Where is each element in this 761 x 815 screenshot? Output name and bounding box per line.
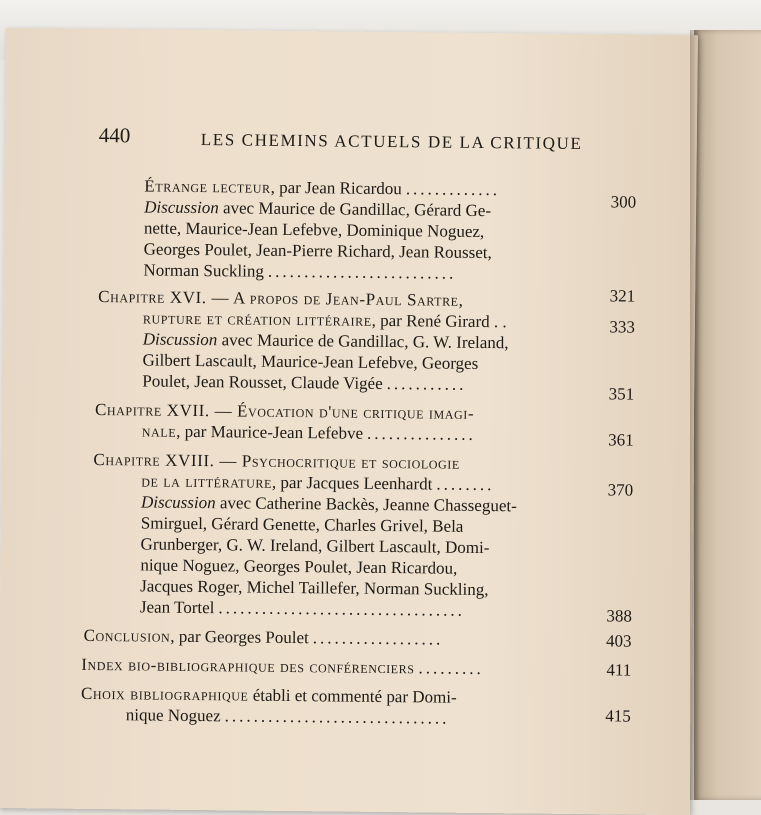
entry-title: Index bio-bibliographique des conférenciers bbox=[81, 654, 415, 678]
toc-text bbox=[84, 625, 444, 650]
page-number: 440 bbox=[98, 122, 131, 148]
page-ref: 403 bbox=[606, 631, 632, 651]
toc-text bbox=[142, 370, 466, 394]
entry-title: de la littérature bbox=[141, 471, 273, 492]
dot-leader: ........... bbox=[386, 374, 467, 394]
dot-leader: ............. bbox=[405, 179, 501, 200]
page-content bbox=[0, 28, 698, 815]
entry-author: , par Maurice-Jean Lefebve bbox=[176, 421, 364, 443]
discussion-label: Discussion bbox=[140, 492, 216, 513]
discussion-participants: Gilbert Lascault, Maurice-Jean Lefebve, Georges bbox=[142, 350, 479, 373]
page-ref: 300 bbox=[610, 192, 637, 212]
chapter-heading: Chapitre XVIII. — Psychocritique et sociologie bbox=[93, 449, 460, 473]
dot-leader: .......................... bbox=[267, 261, 457, 283]
toc-text bbox=[81, 654, 484, 679]
dot-leader: ............................... bbox=[224, 706, 450, 728]
page-ref: 411 bbox=[606, 660, 632, 680]
toc-line bbox=[0, 653, 691, 681]
entry-title: Conclusion bbox=[83, 625, 171, 646]
discussion-participants: Georges Poulet, Jean-Pierre Richard, Jean Rousset, bbox=[143, 239, 492, 263]
dot-leader: .................. bbox=[312, 628, 444, 649]
entry-author: , par Georges Poulet bbox=[170, 626, 309, 648]
book-page bbox=[0, 28, 698, 815]
discussion-participants: Norman Suckling bbox=[143, 260, 264, 281]
discussion-participants: Grunberger, G. W. Ireland, Gilbert Lascault, Domi- bbox=[140, 534, 490, 558]
dot-leader: ........ bbox=[436, 474, 495, 495]
entry-author: établi et commenté par Domi- bbox=[248, 685, 457, 707]
entry-title: rupture et création littéraire bbox=[142, 308, 372, 330]
discussion-participants: nette, Maurice-Jean Lefebve, Dominique Noguez, bbox=[143, 218, 485, 242]
discussion-participants: Poulet, Jean Rousset, Claude Vigée bbox=[142, 371, 383, 393]
entry-author: , par René Girard . . bbox=[371, 310, 507, 332]
page-ref: 388 bbox=[606, 606, 632, 626]
discussion-label: Discussion bbox=[144, 197, 219, 218]
chapter-heading: Chapitre XVI. — A propos de Jean-Paul Sartre, bbox=[98, 286, 464, 310]
entry-author: , par Jacques Leenhardt bbox=[271, 472, 433, 494]
toc-text bbox=[142, 420, 476, 444]
discussion-participants: avec Maurice de Gandillac, Gérard Ge- bbox=[218, 198, 492, 221]
discussion-participants: Jacques Roger, Michel Taillefer, Norman Suckling, bbox=[140, 576, 489, 600]
entry-title: Étrange lecteur bbox=[144, 176, 271, 197]
entry-author: , par Jean Ricardou bbox=[270, 177, 402, 199]
dot-leader: .................................. bbox=[218, 598, 466, 620]
dot-leader: ......... bbox=[418, 658, 484, 679]
entry-author: nique Noguez bbox=[125, 705, 221, 726]
entry-title: nale bbox=[141, 421, 177, 441]
toc-text bbox=[143, 259, 456, 283]
toc-text bbox=[126, 704, 450, 728]
facing-page bbox=[694, 30, 761, 800]
page-ref: 351 bbox=[608, 384, 635, 404]
discussion-participants: Smirguel, Gérard Genette, Charles Grivel, Bela bbox=[140, 513, 464, 536]
discussion-label: Discussion bbox=[142, 329, 218, 350]
page-ref: 370 bbox=[607, 480, 634, 500]
discussion-participants: avec Maurice de Gandillac, G. W. Ireland, bbox=[217, 330, 509, 353]
discussion-participants: Jean Tortel bbox=[139, 597, 215, 618]
toc-line bbox=[0, 624, 692, 652]
page-ref: 415 bbox=[605, 706, 631, 726]
book-gutter bbox=[690, 30, 700, 800]
discussion-participants: avec Catherine Backès, Jeanne Chasseguet- bbox=[215, 493, 517, 516]
running-title: LES CHEMINS ACTUELS DE LA CRITIQUE bbox=[200, 130, 583, 154]
chapter-heading: Chapitre XVII. — Évocation d'une critique imagi- bbox=[94, 399, 475, 423]
dot-leader: ............... bbox=[366, 423, 476, 444]
toc-text bbox=[140, 596, 465, 620]
entry-title: Choix bibliographique bbox=[80, 683, 249, 705]
page-ref: 333 bbox=[609, 317, 636, 337]
discussion-participants: nique Noguez, Georges Poulet, Jean Ricardou, bbox=[140, 555, 458, 578]
table-of-contents bbox=[0, 174, 696, 731]
page-ref: 321 bbox=[609, 286, 636, 306]
page-ref: 361 bbox=[608, 430, 634, 450]
